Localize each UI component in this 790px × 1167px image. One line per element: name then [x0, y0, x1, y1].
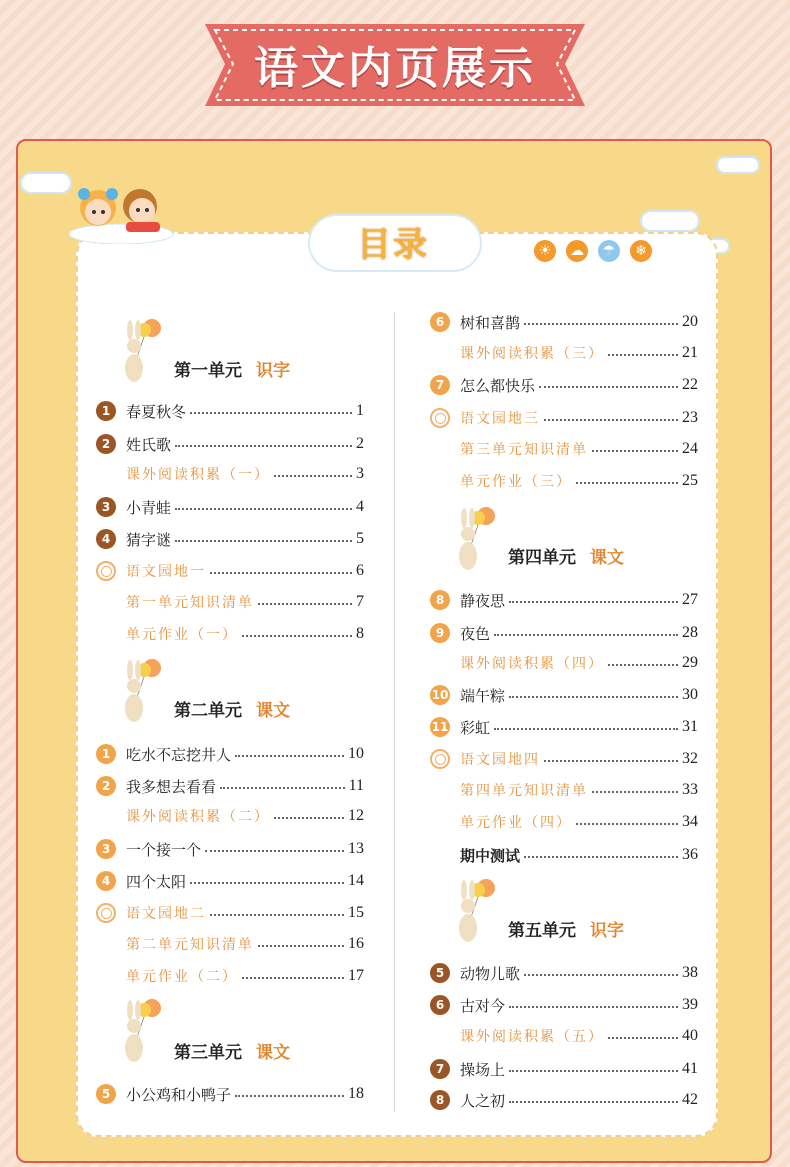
dot-leader	[210, 914, 344, 916]
page-number: 30	[682, 686, 698, 703]
entry-title: 古对今	[460, 996, 506, 1015]
toc-entry[interactable]	[430, 650, 698, 676]
entry-title: 我多想去看看	[126, 777, 217, 796]
toc-entry[interactable]	[430, 620, 698, 646]
dot-leader	[274, 475, 352, 477]
toc-entry[interactable]	[96, 526, 364, 552]
toc-entry[interactable]	[96, 621, 364, 647]
circle-marker-icon	[430, 408, 450, 428]
dot-leader	[509, 696, 678, 698]
entry-title: 树和喜鹊	[460, 313, 521, 332]
entry-title: 语文园地二	[126, 906, 206, 922]
circle-marker-icon	[96, 903, 116, 923]
lesson-number-badge: 3	[96, 497, 116, 517]
entry-title: 四个太阳	[126, 872, 187, 891]
dot-leader	[509, 601, 678, 603]
entry-title: 单元作业（三）	[460, 474, 572, 490]
page-number: 1	[356, 402, 364, 419]
bunny-balloon-icon	[118, 996, 166, 1068]
page-number: 7	[356, 593, 364, 610]
dot-leader	[258, 603, 352, 605]
entry-title: 期中测试	[460, 846, 521, 865]
entry-title: 吃水不忘挖井人	[126, 745, 232, 764]
dot-leader	[544, 419, 678, 421]
dot-leader	[190, 412, 352, 414]
toc-entry[interactable]	[430, 1056, 698, 1082]
dot-leader	[210, 572, 352, 574]
page-number: 4	[356, 498, 364, 515]
toc-entry[interactable]	[96, 558, 364, 584]
dot-leader	[524, 856, 678, 858]
page-number: 14	[348, 872, 364, 889]
dot-leader	[608, 354, 678, 356]
bunny-balloon-icon	[452, 876, 500, 948]
dot-leader	[608, 664, 678, 666]
dot-leader	[592, 450, 678, 452]
toc-entry[interactable]	[430, 340, 698, 366]
toc-entry[interactable]	[430, 1023, 698, 1049]
toc-entry[interactable]	[430, 777, 698, 803]
page-number: 41	[682, 1060, 698, 1077]
lesson-number-badge: 5	[430, 963, 450, 983]
lesson-number-badge: 2	[96, 434, 116, 454]
dot-leader	[205, 850, 344, 852]
page-number: 36	[682, 846, 698, 863]
dot-leader	[494, 728, 678, 730]
entry-title: 夜色	[460, 624, 491, 643]
unit-name: 第三单元	[174, 1043, 242, 1063]
lesson-number-badge: 8	[430, 590, 450, 610]
unit-heading	[174, 696, 290, 721]
toc-entry[interactable]	[430, 992, 698, 1018]
toc-entry[interactable]	[430, 468, 698, 494]
entry-title: 语文园地四	[460, 752, 540, 768]
lesson-number-badge: 11	[430, 717, 450, 737]
unit-kind: 识字	[256, 361, 290, 381]
dot-leader	[576, 823, 678, 825]
entry-title: 动物儿歌	[460, 964, 521, 983]
toc-entry[interactable]	[96, 1081, 364, 1107]
entry-title: 猜字谜	[126, 530, 172, 549]
toc-entry[interactable]	[96, 398, 364, 424]
unit-heading	[174, 356, 290, 381]
page-number: 13	[348, 840, 364, 857]
toc-entry[interactable]	[430, 436, 698, 462]
page-number: 25	[682, 472, 698, 489]
entry-title: 操场上	[460, 1060, 506, 1079]
toc-entry[interactable]	[96, 803, 364, 829]
toc-entry[interactable]	[96, 931, 364, 957]
entry-title: 课外阅读积累（二）	[126, 809, 270, 825]
entry-title: 第四单元知识清单	[460, 783, 588, 799]
dot-leader	[242, 635, 352, 637]
unit-name: 第五单元	[508, 921, 576, 941]
cloud-decoration	[20, 172, 72, 194]
lesson-number-badge: 1	[96, 401, 116, 421]
page-number: 15	[348, 904, 364, 921]
lesson-number-badge: 4	[96, 871, 116, 891]
page-number: 22	[682, 376, 698, 393]
page-number: 10	[348, 745, 364, 762]
dot-leader	[235, 1095, 344, 1097]
toc-entry[interactable]	[96, 836, 364, 862]
page-number: 5	[356, 530, 364, 547]
toc-entry[interactable]	[96, 589, 364, 615]
dot-leader	[524, 323, 678, 325]
page-number: 32	[682, 750, 698, 767]
dot-leader	[576, 482, 678, 484]
column-divider	[394, 312, 395, 1112]
dot-leader	[509, 1006, 678, 1008]
lesson-number-badge: 9	[430, 623, 450, 643]
page-number: 31	[682, 718, 698, 735]
unit-name: 第四单元	[508, 548, 576, 568]
entry-title: 单元作业（二）	[126, 969, 238, 985]
page-number: 3	[356, 465, 364, 482]
banner-title: 语文内页展示	[254, 43, 536, 94]
lesson-number-badge: 8	[430, 1090, 450, 1110]
entry-title: 课外阅读积累（一）	[126, 467, 270, 483]
toc-entry[interactable]	[96, 868, 364, 894]
entry-title: 端午粽	[460, 686, 506, 705]
lesson-number-badge: 10	[430, 685, 450, 705]
entry-title: 语文园地三	[460, 411, 540, 427]
entry-title: 课外阅读积累（五）	[460, 1029, 604, 1045]
toc-entry[interactable]	[430, 714, 698, 740]
toc-entry[interactable]	[96, 461, 364, 487]
toc-entry[interactable]	[430, 746, 698, 772]
page-number: 23	[682, 409, 698, 426]
rain-icon: ☂	[598, 240, 620, 262]
unit-heading	[174, 1038, 290, 1063]
toc-entry[interactable]	[430, 405, 698, 431]
dot-leader	[524, 974, 678, 976]
lesson-number-badge: 5	[96, 1084, 116, 1104]
toc-entry[interactable]	[430, 682, 698, 708]
dot-leader	[509, 1070, 678, 1072]
dot-leader	[274, 817, 344, 819]
page-number: 34	[682, 813, 698, 830]
unit-kind: 识字	[590, 921, 624, 941]
page-number: 39	[682, 996, 698, 1013]
circle-marker-icon	[96, 561, 116, 581]
page-number: 11	[348, 777, 364, 794]
page-number: 17	[348, 967, 364, 984]
toc-entry[interactable]	[430, 372, 698, 398]
entry-title: 课外阅读积累（三）	[460, 346, 604, 362]
toc-entry[interactable]	[430, 960, 698, 986]
entry-title: 语文园地一	[126, 564, 206, 580]
entry-title: 单元作业（四）	[460, 815, 572, 831]
lesson-number-badge: 6	[430, 312, 450, 332]
toc-entry[interactable]	[96, 900, 364, 926]
entry-title: 小公鸡和小鸭子	[126, 1085, 232, 1104]
toc-entry[interactable]	[430, 842, 698, 868]
page-number: 16	[348, 935, 364, 952]
toc-entry[interactable]	[96, 494, 364, 520]
entry-title: 姓氏歌	[126, 435, 172, 454]
page-number: 8	[356, 625, 364, 642]
lesson-number-badge: 3	[96, 839, 116, 859]
unit-heading	[508, 543, 624, 568]
unit-kind: 课文	[590, 548, 624, 568]
sun-icon: ☀	[534, 240, 556, 262]
page-number: 6	[356, 562, 364, 579]
unit-heading	[508, 916, 624, 941]
page-number: 42	[682, 1091, 698, 1108]
page-number: 21	[682, 344, 698, 361]
toc-entry[interactable]	[430, 809, 698, 835]
dot-leader	[175, 508, 352, 510]
cloud-decoration	[716, 156, 760, 174]
unit-kind: 课文	[256, 1043, 290, 1063]
page-number: 38	[682, 964, 698, 981]
unit-kind: 课文	[256, 701, 290, 721]
dot-leader	[258, 945, 344, 947]
dot-leader	[494, 634, 678, 636]
unit-name: 第二单元	[174, 701, 242, 721]
lesson-number-badge: 7	[430, 375, 450, 395]
lesson-number-badge: 4	[96, 529, 116, 549]
entry-title: 小青蛙	[126, 498, 172, 517]
dot-leader	[509, 1101, 678, 1103]
page-number: 12	[348, 807, 364, 824]
toc-entry[interactable]	[430, 587, 698, 613]
page-number: 40	[682, 1027, 698, 1044]
entry-title: 彩虹	[460, 718, 491, 737]
entry-title: 一个接一个	[126, 840, 202, 859]
dot-leader	[175, 540, 352, 542]
unit-name: 第一单元	[174, 361, 242, 381]
lesson-number-badge: 6	[430, 995, 450, 1015]
entry-title: 第三单元知识清单	[460, 442, 588, 458]
lesson-number-badge: 7	[430, 1059, 450, 1079]
dot-leader	[175, 445, 352, 447]
dot-leader	[242, 977, 344, 979]
entry-title: 静夜思	[460, 591, 506, 610]
dot-leader	[539, 386, 678, 388]
snow-icon: ❄	[630, 240, 652, 262]
dot-leader	[235, 755, 344, 757]
dot-leader	[190, 882, 344, 884]
entry-title: 春夏秋冬	[126, 402, 187, 421]
entry-title: 课外阅读积累（四）	[460, 656, 604, 672]
lesson-number-badge: 1	[96, 744, 116, 764]
page-number: 33	[682, 781, 698, 798]
page-number: 28	[682, 624, 698, 641]
entry-title: 怎么都快乐	[460, 376, 536, 395]
page-number: 29	[682, 654, 698, 671]
toc-entry[interactable]	[430, 1087, 698, 1113]
entry-title: 单元作业（一）	[126, 627, 238, 643]
toc-entry[interactable]	[96, 963, 364, 989]
page-number: 24	[682, 440, 698, 457]
toc-entry[interactable]	[96, 773, 364, 799]
lesson-number-badge: 2	[96, 776, 116, 796]
circle-marker-icon	[430, 749, 450, 769]
cloud-icon: ☁	[566, 240, 588, 262]
bunny-balloon-icon	[118, 316, 166, 388]
page-number: 2	[356, 435, 364, 452]
page-number: 27	[682, 591, 698, 608]
dot-leader	[220, 787, 345, 789]
toc-entry[interactable]	[96, 431, 364, 457]
toc-title: 目录	[357, 225, 429, 265]
kids-illustration	[66, 178, 176, 244]
dot-leader	[608, 1037, 678, 1039]
bunny-balloon-icon	[452, 504, 500, 576]
page-number: 18	[348, 1085, 364, 1102]
entry-title: 第二单元知识清单	[126, 937, 254, 953]
entry-title: 人之初	[460, 1091, 506, 1110]
entry-title: 第一单元知识清单	[126, 595, 254, 611]
title-banner	[205, 14, 585, 110]
cloud-decoration	[640, 210, 700, 232]
page-number: 20	[682, 313, 698, 330]
bunny-balloon-icon	[118, 656, 166, 728]
dot-leader	[544, 760, 678, 762]
toc-entry[interactable]	[430, 309, 698, 335]
toc-entry[interactable]	[96, 741, 364, 767]
dot-leader	[592, 791, 678, 793]
